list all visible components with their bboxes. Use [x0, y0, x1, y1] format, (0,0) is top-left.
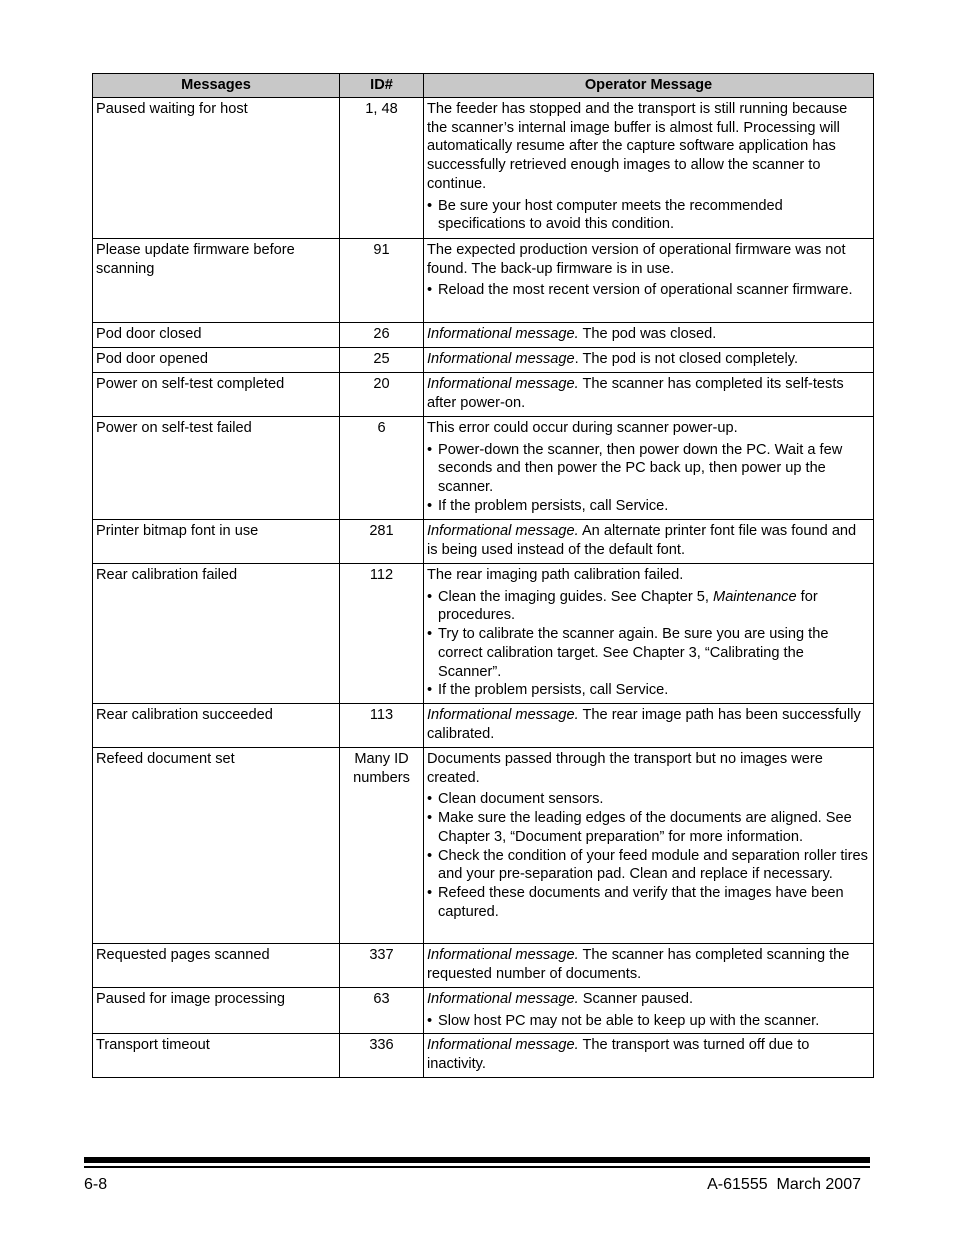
operator-message-cell: Informational message. Scanner paused. • Slow host PC may not be able to keep up with the scanner. [424, 988, 874, 1034]
table-row [93, 98, 874, 239]
description: The rear imaging path calibration failed. [427, 567, 684, 583]
informational-label: Informational message. [427, 326, 579, 342]
description: The feeder has stopped and the transport is still running because the scanner’s internal image buffer is almost full. Processing will automatically resume after the capture software application has successfully retrieved enough images to allow the scanner to continue. [427, 101, 848, 192]
header-operator-message: Operator Message [424, 74, 874, 98]
message-cell: Please update firmware before scanning [93, 239, 340, 323]
bullet-item: • Power-down the scanner, then power down the PC. Wait a few seconds and then power the PC back up, then power up the scanner. [427, 441, 870, 497]
header-id: ID# [340, 74, 424, 98]
operator-message-cell: Informational message. The rear image path has been successfully calibrated. [424, 704, 874, 748]
message-cell: Paused for image processing [93, 988, 340, 1034]
id-cell: 25 [340, 348, 424, 373]
bullet-item: • Refeed these documents and verify that the images have been captured. [427, 884, 870, 921]
operator-message-cell: Informational message. The pod was closed. [424, 323, 874, 348]
bullet-item: • Check the condition of your feed module and separation roller tires and your pre-separation pad. Clean and replace if necessary. [427, 847, 870, 884]
table-row [93, 373, 874, 417]
message-cell: Printer bitmap font in use [93, 520, 340, 564]
bullet-item: • Clean the imaging guides. See Chapter 5, Maintenance for procedures. [427, 588, 870, 625]
operator-message-cell: Informational message. An alternate printer font file was found and is being used instead of the default font. [424, 520, 874, 564]
informational-label: Informational message. [427, 523, 579, 539]
page-number: 6-8 [84, 1176, 108, 1193]
message-cell: Requested pages scanned [93, 944, 340, 988]
description: This error could occur during scanner power-up. [427, 420, 738, 436]
document-id: A-61555 March 2007 [707, 1176, 861, 1193]
message-cell: Pod door closed [93, 323, 340, 348]
table-row [93, 988, 874, 1034]
table-row [93, 323, 874, 348]
operator-message-cell [424, 98, 874, 239]
table-row [93, 239, 874, 323]
informational-label: Informational message [427, 351, 575, 367]
id-cell: 1, 48 [340, 98, 424, 239]
message-cell: Pod door opened [93, 348, 340, 373]
table-row [93, 564, 874, 704]
id-cell: 6 [340, 417, 424, 520]
bullet-item: • Clean document sensors. [427, 790, 870, 809]
id-cell: 113 [340, 704, 424, 748]
table-row [93, 417, 874, 520]
message-cell: Power on self-test completed [93, 373, 340, 417]
message-cell: Paused waiting for host [93, 98, 340, 239]
table-row [93, 348, 874, 373]
messages-table [92, 73, 874, 1078]
table-row [93, 1034, 874, 1078]
bullet-item: • Slow host PC may not be able to keep up with the scanner. [427, 1012, 870, 1031]
operator-message-cell [424, 748, 874, 944]
id-cell: 20 [340, 373, 424, 417]
bullet-item: • Reload the most recent version of operational scanner firmware. [427, 281, 870, 300]
operator-message-cell [424, 417, 874, 520]
informational-label: Informational message. [427, 947, 579, 963]
operator-message-cell [424, 564, 874, 704]
id-cell: Many ID numbers [340, 748, 424, 944]
table-header-row [93, 74, 874, 98]
message-cell: Transport timeout [93, 1034, 340, 1078]
description: The expected production version of operational firmware was not found. The back-up firmware is in use. [427, 242, 846, 277]
bullet-item: • If the problem persists, call Service. [427, 681, 870, 700]
footer-rule-thin [84, 1166, 870, 1168]
informational-label: Informational message. [427, 707, 579, 723]
table-row [93, 748, 874, 944]
description: Documents passed through the transport but no images were created. [427, 751, 823, 786]
id-cell: 336 [340, 1034, 424, 1078]
table-row [93, 704, 874, 748]
informational-label: Informational message. [427, 991, 579, 1007]
informational-label: Informational message. [427, 376, 579, 392]
footer-rule-thick [84, 1157, 870, 1163]
id-cell: 281 [340, 520, 424, 564]
informational-label: Informational message. [427, 1037, 579, 1054]
id-cell: 63 [340, 988, 424, 1034]
id-cell: 91 [340, 239, 424, 323]
message-cell: Power on self-test failed [93, 417, 340, 520]
bullet-item: • Try to calibrate the scanner again. Be sure you are using the correct calibration target. See Chapter 3, “Calibrating the Scanner”. [427, 625, 870, 681]
operator-message-cell: Informational message. The pod is not closed completely. [424, 348, 874, 373]
operator-message-cell: Informational message. The scanner has completed scanning the requested number of documents. [424, 944, 874, 988]
table-row [93, 520, 874, 564]
message-cell: Rear calibration succeeded [93, 704, 340, 748]
id-cell: 26 [340, 323, 424, 348]
message-cell: Rear calibration failed [93, 564, 340, 704]
bullet-item: • If the problem persists, call Service. [427, 497, 870, 516]
id-cell: 112 [340, 564, 424, 704]
bullet-item: • Be sure your host computer meets the recommended specifications to avoid this condition. [427, 197, 870, 234]
table-row [93, 944, 874, 988]
operator-message-cell: Informational message. The scanner has completed its self-tests after power-on. [424, 373, 874, 417]
id-cell: 337 [340, 944, 424, 988]
operator-message-cell: Informational message. The transport was turned off due to inactivity. [424, 1034, 874, 1078]
bullet-item: • Make sure the leading edges of the documents are aligned. See Chapter 3, “Document preparation” for more information. [427, 809, 870, 846]
operator-message-cell [424, 239, 874, 323]
header-messages: Messages [93, 74, 340, 98]
message-cell: Refeed document set [93, 748, 340, 944]
